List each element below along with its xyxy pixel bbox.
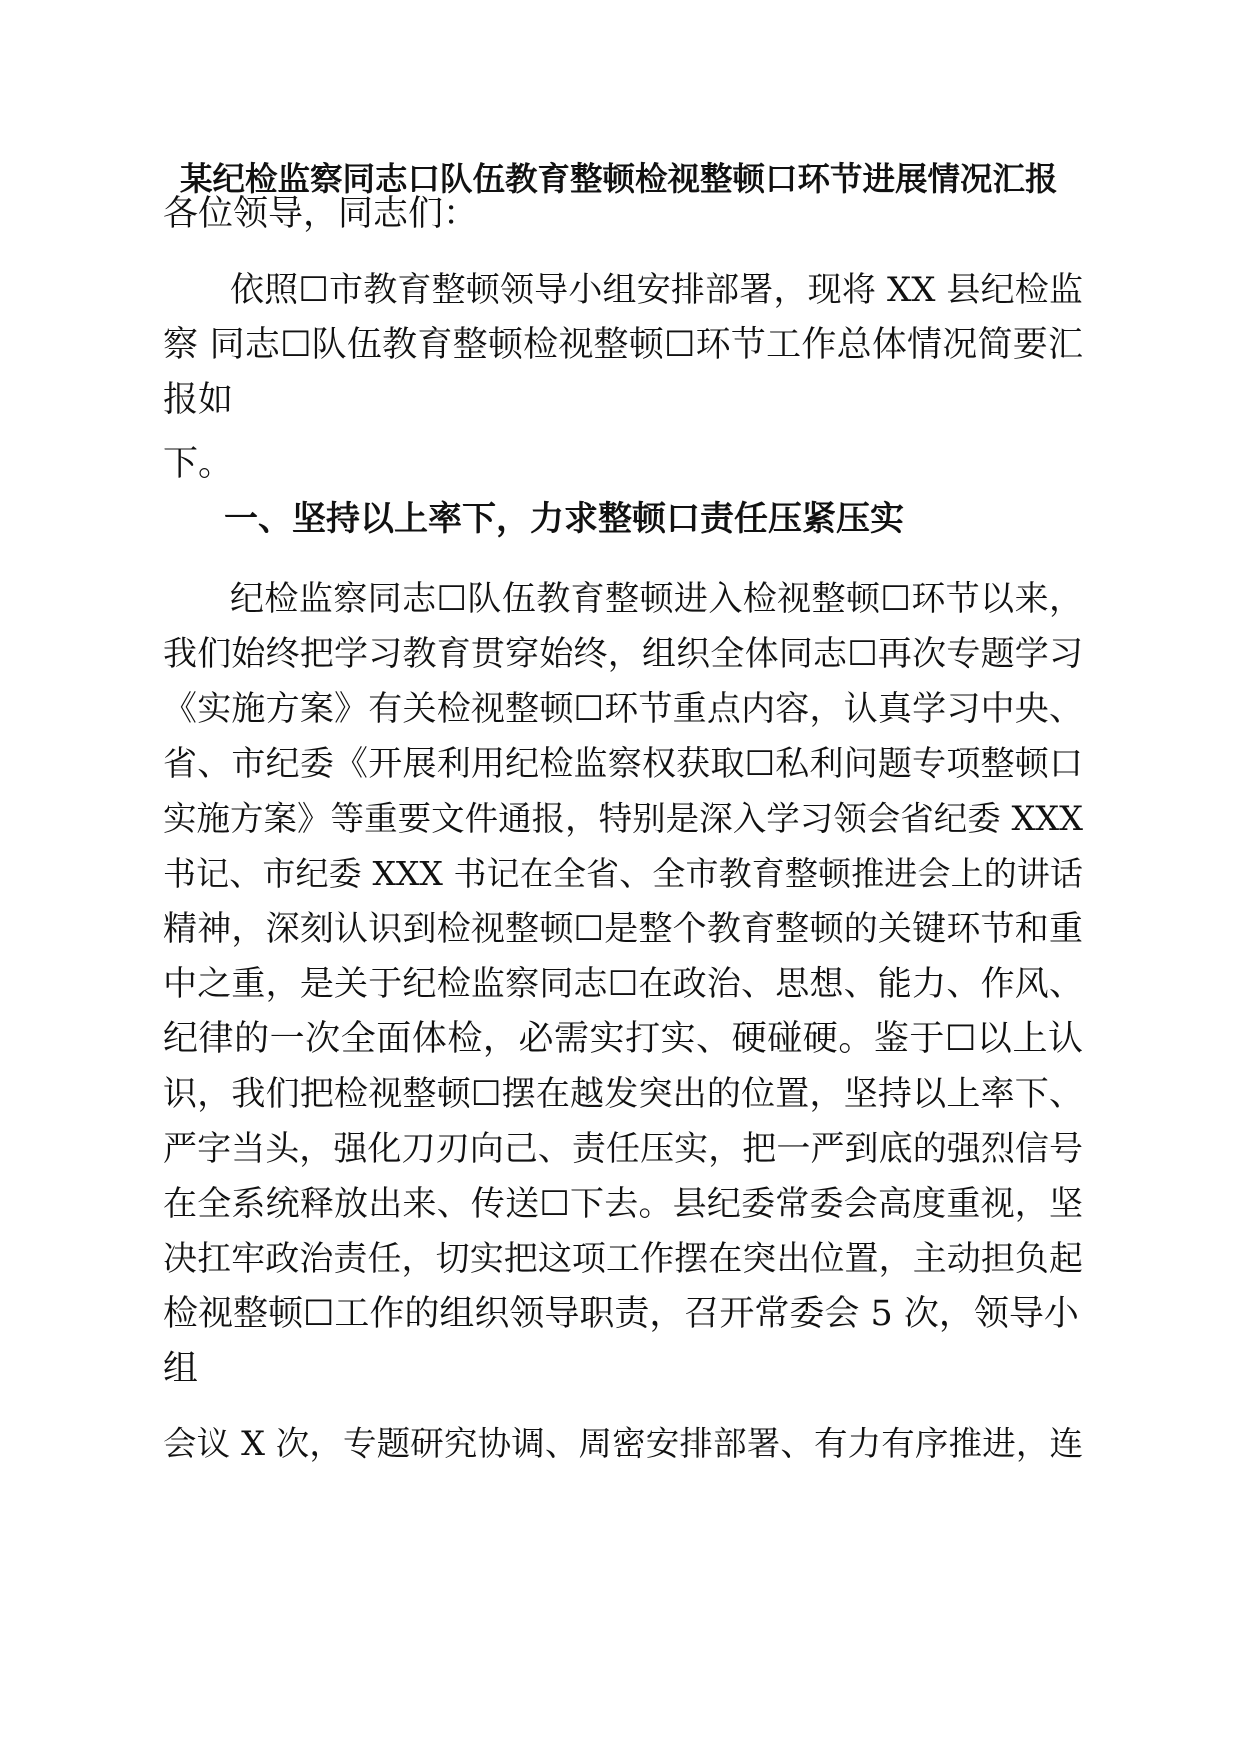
intro-line-2: 察 同志☐队伍教育整顿检视整顿☐环节工作总体情况简要汇 — [163, 325, 1083, 365]
intro-line-3: 报如 — [163, 380, 234, 420]
body-line-6: 书记、市纪委 XXX 书记在全省、全市教育整顿推进会上的讲话 — [163, 854, 1083, 893]
section-heading-1: 一、坚持以上率下，力求整顿口责任压紧压实 — [224, 499, 904, 539]
body-line-4: 省、市纪委《开展利用纪检监察权获取☐私利问题专项整顿口 — [163, 744, 1083, 784]
body-line-12: 在全系统释放出来、传送☐下去。县纪委常委会高度重视，坚 — [163, 1184, 1083, 1224]
body-line-3: 《实施方案》有关检视整顿☐环节重点内容，认真学习中央、 — [163, 689, 1083, 729]
body-line-7: 精神，深刻认识到检视整顿☐是整个教育整顿的关键环节和重 — [163, 909, 1083, 949]
body-line-14: 检视整顿☐工作的组织领导职责，召开常委会 5 次，领导小 — [163, 1294, 1079, 1334]
body-line-9: 纪律的一次全面体检，必需实打实、硬碰硬。鉴于☐以上认 — [163, 1019, 1083, 1059]
body-line-5: 实施方案》等重要文件通报，特别是深入学习领会省纪委 XXX — [163, 799, 1083, 838]
body-line-1: 纪检监察同志☐队伍教育整顿进入检视整顿☐环节以来， — [230, 579, 1083, 619]
salutation: 各位领导，同志们： — [163, 194, 479, 234]
body-line-11: 严字当头，强化刀刃向己、责任压实，把一严到底的强烈信号 — [163, 1129, 1083, 1169]
document-title: 某纪检监察同志口队伍教育整顿检视整顿口环节进展情况汇报 — [180, 160, 1058, 198]
intro-line-1: 依照☐市教育整顿领导小组安排部署，现将 XX 县纪检监 — [230, 270, 1083, 310]
body-line-13: 决扛牢政治责任，切实把这项工作摆在突出位置，主动担负起 — [163, 1239, 1083, 1279]
body-line-15: 组 — [163, 1349, 199, 1389]
body-line-16: 会议 X 次，专题研究协调、周密安排部署、有力有序推进，连 — [163, 1424, 1083, 1463]
intro-line-4: 下。 — [163, 444, 234, 484]
body-line-8: 中之重，是关于纪检监察同志☐在政治、思想、能力、作风、 — [163, 964, 1083, 1004]
body-line-2: 我们始终把学习教育贯穿始终，组织全体同志☐再次专题学习 — [163, 634, 1083, 674]
body-line-10: 识，我们把检视整顿☐摆在越发突出的位置，坚持以上率下、 — [163, 1074, 1083, 1114]
